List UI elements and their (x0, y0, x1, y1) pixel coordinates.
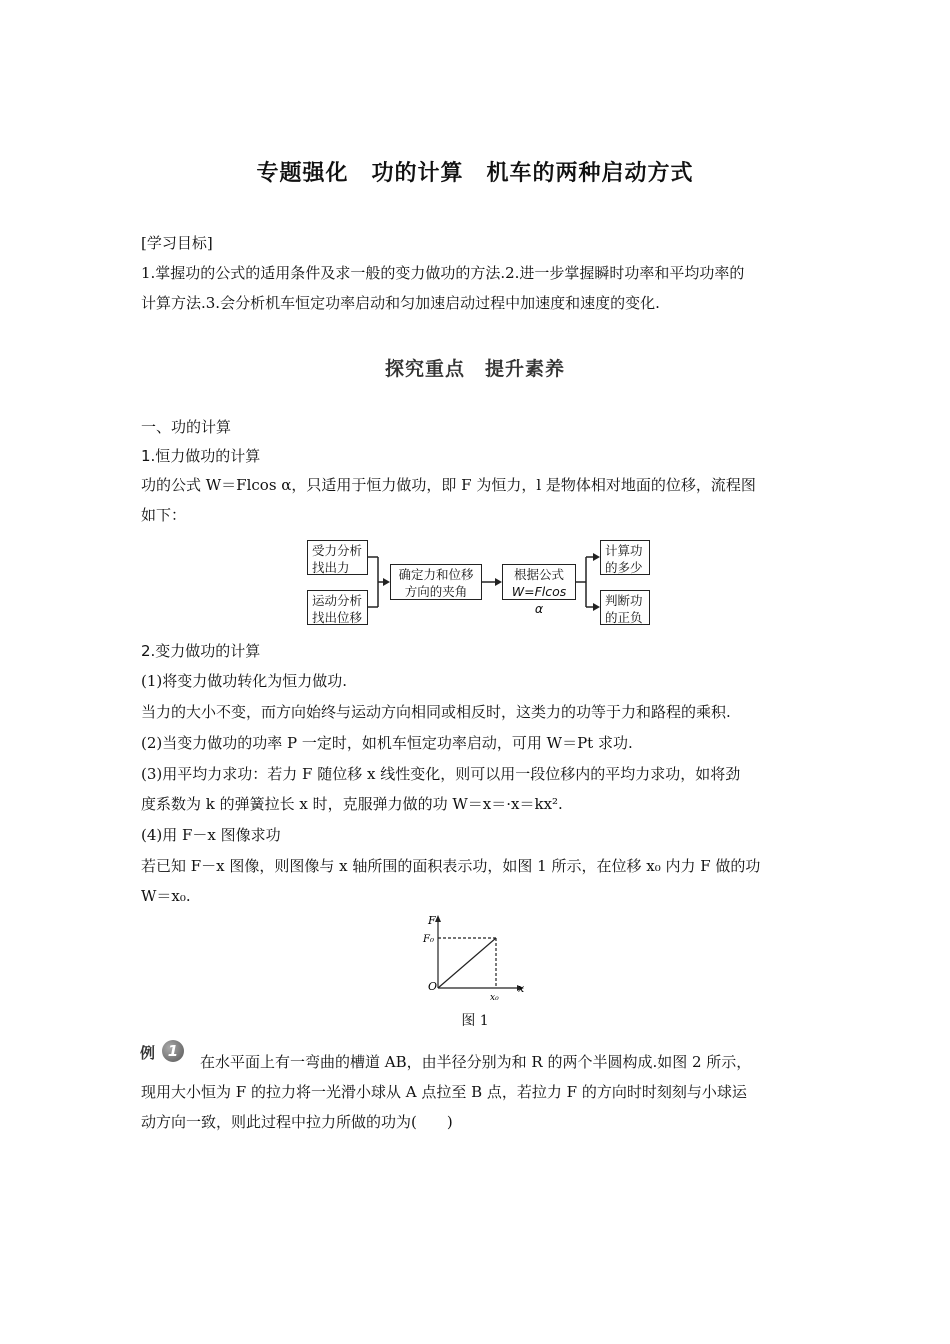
objectives-line-1: 1.掌握功的公式的适用条件及求一般的变力做功的方法.2.进一步掌握瞬时功率和平均功率的 (141, 264, 745, 282)
flow-box-text: W=Flcos α (511, 584, 567, 616)
part2-line-2: 当力的大小不变，而方向始终与运动方向相同或相反时，这类力的功等于力和路程的乘积. (141, 703, 731, 721)
example-number-badge: 1 (162, 1040, 184, 1062)
objectives-label: [学习目标] (141, 234, 213, 252)
objectives-line-2: 计算方法.3.会分析机车恒定功率启动和匀加速启动过程中加速度和速度的变化. (141, 294, 660, 312)
flow-box-text: 受力分析 (312, 543, 363, 558)
example-line-2: 现用大小恒为 F 的拉力将一光滑小球从 A 点拉至 B 点，若拉力 F 的方向时时刻刻与小球运 (141, 1083, 747, 1101)
part1-heading: 一、功的计算 (141, 418, 232, 436)
part2-line-5: 度系数为 k 的弹簧拉长 x 时，克服弹力做的功 W＝x＝·x＝kx². (141, 795, 563, 813)
part1-para-line-2: 如下： (141, 506, 187, 524)
part2-line-8: W＝x₀. (141, 887, 191, 905)
origin-label: O (428, 980, 438, 993)
flow-box-text: 判断功 (605, 593, 643, 608)
f-x-line (438, 938, 496, 988)
part2-line-3: (2)当变力做功的功率 P 一定时，如机车恒定功率启动，可用 W＝Pt 求功. (141, 734, 633, 752)
example-line-1: 在水平面上有一弯曲的槽道 AB，由半径分别为和 R 的两个半圆构成.如图 2 所示， (200, 1053, 752, 1071)
flow-box-text: 的正负 (605, 610, 643, 625)
page-title: 专题强化 功的计算 机车的两种启动方式 (256, 161, 694, 186)
flow-box-angle (390, 564, 482, 600)
flow-box-motion-analysis (307, 590, 368, 625)
flow-box-text: 的多少 (605, 560, 643, 575)
flowchart-arrows (0, 0, 950, 640)
flow-box-text: 根据公式 (513, 567, 564, 582)
part1-para-line-1: 功的公式 W＝Flcos α，只适用于恒力做功，即 F 为恒力，l 是物体相对地面的位移，流程图 (141, 476, 756, 494)
y-arrow (435, 915, 441, 922)
x-label: x (518, 982, 525, 995)
figure-1-caption: 图 1 (461, 1013, 489, 1029)
part2-line-6: (4)用 F－x 图像求功 (141, 826, 281, 844)
flow-box-judge-sign (600, 590, 650, 625)
y-label: F (428, 914, 436, 927)
example-label: 例 (140, 1044, 156, 1062)
flow-box-formula (502, 564, 576, 616)
flow-box-text: 找出力 (312, 560, 350, 575)
part1-sub1: 1.恒力做功的计算 (141, 447, 261, 465)
part2-sub2: 2.变力做功的计算 (141, 642, 261, 660)
part2-line-1: (1)将变力做功转化为恒力做功. (141, 672, 348, 690)
flow-box-text: 方向的夹角 (404, 584, 468, 599)
flow-box-text: 运动分析 (312, 593, 363, 608)
section-title: 探究重点 提升素养 (384, 358, 565, 380)
flow-box-text: 找出位移 (312, 610, 363, 625)
figure-1-graph (420, 912, 530, 1000)
flow-box-text: 计算功 (605, 543, 643, 558)
x0-label: x₀ (490, 993, 499, 1000)
flowchart (0, 0, 950, 640)
f0-label: F₀ (423, 934, 434, 945)
flow-box-force-analysis (307, 540, 368, 575)
part2-line-4: (3)用平均力求功：若力 F 随位移 x 线性变化，则可以用一段位移内的平均力求功，如将劲 (141, 765, 741, 783)
example-line-3: 动方向一致，则此过程中拉力所做的功为( ) (141, 1113, 453, 1131)
flow-box-text: 确定力和位移 (398, 567, 474, 582)
part2-line-7: 若已知 F－x 图像，则图像与 x 轴所围的面积表示功，如图 1 所示，在位移 x₀ 内力 F 做的功 (141, 857, 761, 875)
flow-box-calc-work (600, 540, 650, 575)
